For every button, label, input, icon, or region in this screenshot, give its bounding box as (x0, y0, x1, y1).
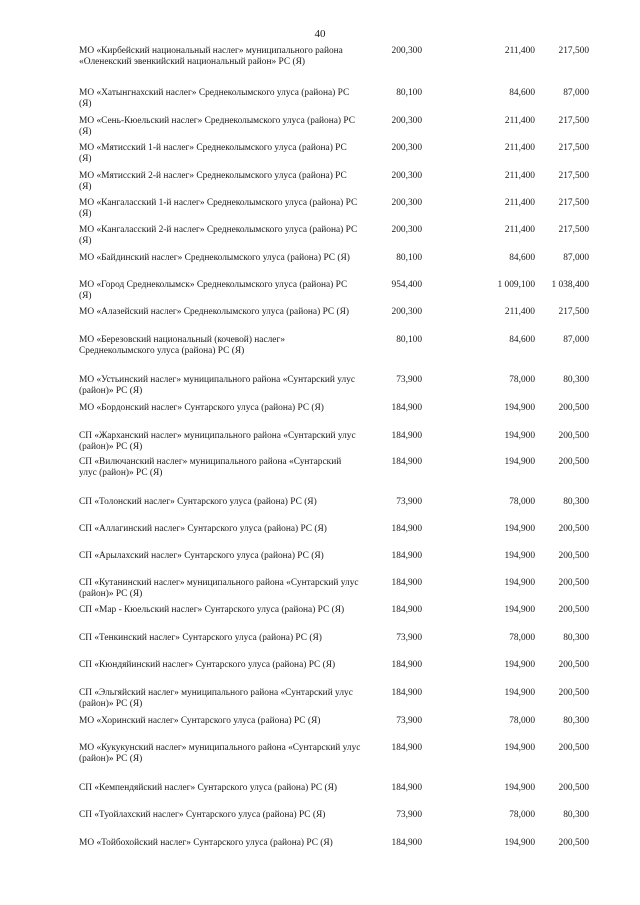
value-col-3: 200,500 (558, 457, 589, 467)
municipality-name: СП «Кюндяйинский наслег» Сунтарского улуса (района) РС (Я) (79, 660, 336, 670)
municipality-name: МО «Сень-Кюельский наслег» Среднеколымского улуса (района) РС (Я) (79, 116, 355, 137)
value-col-3: 200,500 (558, 524, 589, 534)
municipality-name: МО «Мятисский 1-й наслег» Среднеколымского улуса (района) РС (Я) (79, 143, 347, 164)
value-col-3: 200,500 (558, 605, 589, 615)
municipality-name: МО «Устьинский наслег» муниципального района «Сунтарский улус (район)» РС (Я) (79, 375, 356, 396)
value-col-3: 217,500 (558, 307, 589, 317)
municipality-name: СП «Кутанинский наслег» муниципального района «Сунтарский улус (район)» РС (Я) (79, 578, 359, 599)
value-col-2: 211,400 (504, 143, 535, 153)
municipality-name: МО «Бордонский наслег» Сунтарского улуса (района) РС (Я) (79, 403, 324, 413)
value-col-1: 200,300 (391, 143, 422, 153)
value-col-3: 217,500 (558, 171, 589, 181)
value-col-1: 80,100 (396, 335, 422, 345)
value-col-3: 1 038,400 (551, 280, 589, 290)
municipality-name: СП «Вилючанский наслег» муниципального района «Сунтарский улус (район)» РС (Я) (79, 457, 342, 478)
value-col-3: 200,500 (558, 431, 589, 441)
value-col-2: 84,600 (509, 253, 535, 263)
value-col-3: 80,300 (563, 716, 589, 726)
value-col-3: 87,000 (563, 253, 589, 263)
municipality-name: МО «Березовский национальный (кочевой) наслег» Среднеколымского улуса (района) РС (Я) (79, 335, 286, 356)
value-col-1: 73,900 (396, 716, 422, 726)
page-number: 40 (314, 28, 326, 40)
value-col-3: 200,500 (558, 403, 589, 413)
value-col-2: 194,900 (504, 403, 535, 413)
value-col-2: 78,000 (509, 633, 535, 643)
value-col-2: 1 009,100 (497, 280, 535, 290)
value-col-3: 87,000 (563, 88, 589, 98)
value-col-2: 194,900 (504, 783, 535, 793)
value-col-1: 200,300 (391, 46, 422, 56)
value-col-1: 73,900 (396, 633, 422, 643)
value-col-2: 211,400 (504, 116, 535, 126)
value-col-1: 184,900 (391, 431, 422, 441)
value-col-3: 217,500 (558, 46, 589, 56)
value-col-2: 78,000 (509, 810, 535, 820)
municipality-name: МО «Алазейский наслег» Среднеколымского улуса (района) РС (Я) (79, 307, 349, 317)
value-col-2: 211,400 (504, 225, 535, 235)
value-col-2: 78,000 (509, 497, 535, 507)
value-col-2: 194,900 (504, 605, 535, 615)
municipality-name: МО «Тойбохойский наслег» Сунтарского улуса (района) РС (Я) (79, 838, 333, 848)
municipality-name: МО «Хатынгнахский наслег» Среднеколымского улуса (района) РС (Я) (79, 88, 350, 109)
municipality-name: СП «Кемпендяйский наслег» Сунтарского улуса (района) РС (Я) (79, 783, 338, 793)
value-col-1: 184,900 (391, 783, 422, 793)
municipality-name: СП «Толонский наслег» Сунтарского улуса (района) РС (Я) (79, 497, 317, 507)
value-col-2: 78,000 (509, 716, 535, 726)
value-col-2: 78,000 (509, 375, 535, 385)
value-col-1: 184,900 (391, 743, 422, 753)
value-col-2: 211,400 (504, 198, 535, 208)
value-col-1: 954,400 (391, 280, 422, 290)
municipality-name: МО «Кирбейский национальный наслег» муниципального района «Оленекский эвенкийский национальный район» РС (Я) (79, 46, 343, 67)
value-col-1: 200,300 (391, 171, 422, 181)
value-col-3: 200,500 (558, 578, 589, 588)
municipality-name: СП «Эльгяйский наслег» муниципального района «Сунтарский улус (район)» РС (Я) (79, 688, 353, 709)
value-col-3: 217,500 (558, 143, 589, 153)
value-col-2: 194,900 (504, 524, 535, 534)
value-col-3: 217,500 (558, 225, 589, 235)
value-col-2: 194,900 (504, 660, 535, 670)
municipality-name: МО «Город Среднеколымск» Среднеколымского улуса (района) РС (Я) (79, 280, 348, 301)
municipality-name: СП «Арылахский наслег» Сунтарского улуса (района) РС (Я) (79, 551, 324, 561)
value-col-1: 184,900 (391, 403, 422, 413)
value-col-3: 217,500 (558, 116, 589, 126)
value-col-2: 211,400 (504, 307, 535, 317)
value-col-1: 80,100 (396, 253, 422, 263)
value-col-1: 184,900 (391, 524, 422, 534)
value-col-1: 184,900 (391, 457, 422, 467)
value-col-2: 194,900 (504, 838, 535, 848)
value-col-3: 80,300 (563, 633, 589, 643)
municipality-name: СП «Жарханский наслег» муниципального района «Сунтарский улус (район)» РС (Я) (79, 431, 356, 452)
value-col-3: 80,300 (563, 810, 589, 820)
value-col-1: 200,300 (391, 225, 422, 235)
value-col-2: 211,400 (504, 46, 535, 56)
value-col-1: 184,900 (391, 660, 422, 670)
value-col-3: 80,300 (563, 375, 589, 385)
value-col-1: 73,900 (396, 375, 422, 385)
value-col-2: 194,900 (504, 743, 535, 753)
value-col-1: 200,300 (391, 307, 422, 317)
value-col-1: 80,100 (396, 88, 422, 98)
value-col-3: 200,500 (558, 838, 589, 848)
municipality-name: СП «Туойлахский наслег» Сунтарского улуса (района) РС (Я) (79, 810, 326, 820)
value-col-1: 184,900 (391, 578, 422, 588)
value-col-2: 84,600 (509, 88, 535, 98)
value-col-2: 194,900 (504, 551, 535, 561)
value-col-2: 194,900 (504, 578, 535, 588)
value-col-1: 184,900 (391, 838, 422, 848)
value-col-2: 194,900 (504, 457, 535, 467)
municipality-name: МО «Хоринский наслег» Сунтарского улуса (района) РС (Я) (79, 716, 321, 726)
municipality-name: СП «Аллагинский наслег» Сунтарского улуса (района) РС (Я) (79, 524, 327, 534)
municipality-name: СП «Тенкинский наслег» Сунтарского улуса (района) РС (Я) (79, 633, 322, 643)
value-col-3: 217,500 (558, 198, 589, 208)
value-col-2: 84,600 (509, 335, 535, 345)
municipality-name: МО «Кангаласский 1-й наслег» Среднеколымского улуса (района) РС (Я) (79, 198, 358, 219)
value-col-3: 200,500 (558, 783, 589, 793)
municipality-name: МО «Кангаласский 2-й наслег» Среднеколымского улуса (района) РС (Я) (79, 225, 358, 246)
value-col-2: 211,400 (504, 171, 535, 181)
value-col-3: 200,500 (558, 660, 589, 670)
value-col-2: 194,900 (504, 431, 535, 441)
municipality-name: МО «Байдинский наслег» Среднеколымского улуса (района) РС (Я) (79, 253, 350, 263)
value-col-3: 200,500 (558, 551, 589, 561)
municipality-name: МО «Кукукунский наслег» муниципального района «Сунтарский улус (район)» РС (Я) (79, 743, 361, 764)
value-col-1: 200,300 (391, 116, 422, 126)
value-col-3: 200,500 (558, 743, 589, 753)
value-col-1: 73,900 (396, 810, 422, 820)
value-col-1: 184,900 (391, 605, 422, 615)
value-col-3: 80,300 (563, 497, 589, 507)
value-col-1: 184,900 (391, 688, 422, 698)
value-col-3: 87,000 (563, 335, 589, 345)
value-col-1: 184,900 (391, 551, 422, 561)
value-col-3: 200,500 (558, 688, 589, 698)
value-col-1: 200,300 (391, 198, 422, 208)
value-col-1: 73,900 (396, 497, 422, 507)
value-col-2: 194,900 (504, 688, 535, 698)
municipality-name: СП «Мар - Кюельский наслег» Сунтарского улуса (района) РС (Я) (79, 605, 345, 615)
municipality-name: МО «Мятисский 2-й наслег» Среднеколымского улуса (района) РС (Я) (79, 171, 347, 192)
